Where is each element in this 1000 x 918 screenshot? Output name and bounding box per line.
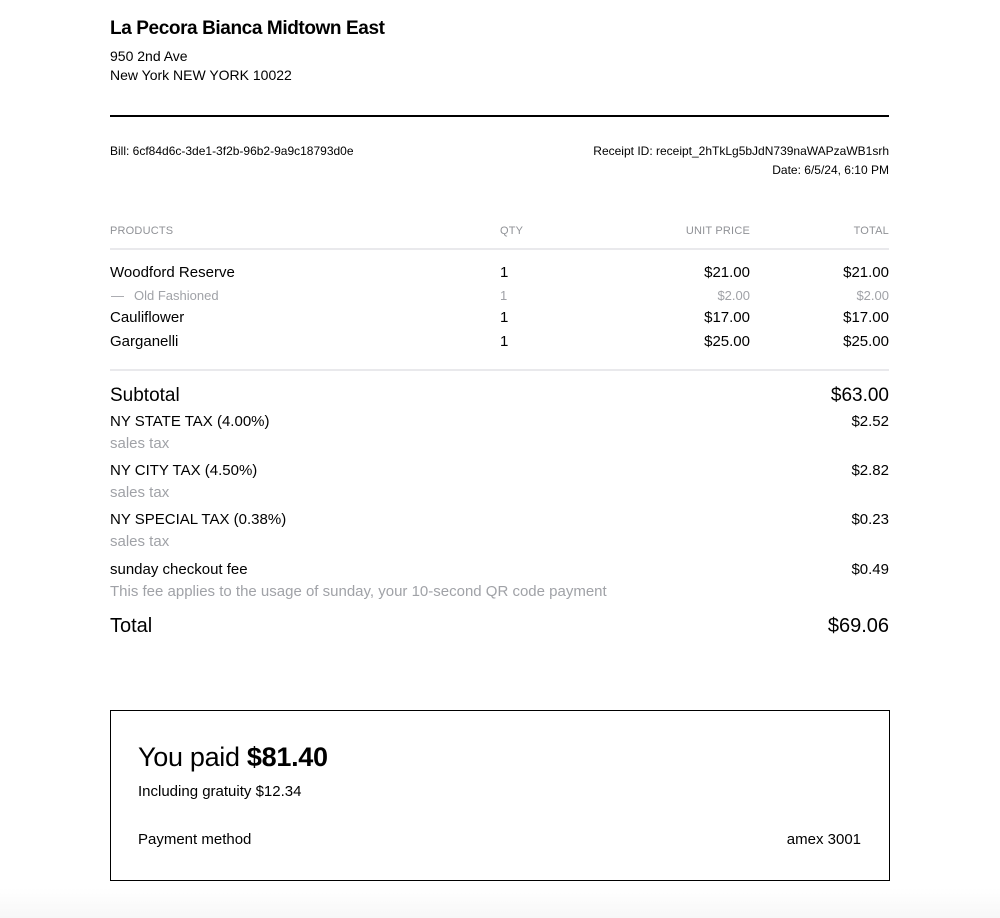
paid-amount-heading [138,742,328,773]
address-line-2: New York NEW YORK 10022 [110,67,292,83]
table-row [0,333,1000,355]
column-header-qty: QTY [500,225,524,237]
item-name: Woodford Reserve [110,264,235,281]
you-paid-label: You paid [138,742,240,772]
tax-label: NY STATE TAX (4.00%) [110,413,270,430]
item-qty: 1 [500,264,509,281]
column-header-total: TOTAL [853,225,889,237]
table-row [0,309,1000,331]
tax-description: sales tax [110,435,170,452]
item-unit-price: $17.00 [704,309,750,326]
item-name: Old Fashioned [134,288,219,303]
payment-summary-box [110,710,890,881]
item-qty: 1 [500,288,508,303]
item-name: Garganelli [110,333,179,350]
tax-value: $2.82 [851,462,889,479]
item-unit-price: $25.00 [704,333,750,350]
item-unit-price: $2.00 [717,288,750,303]
item-qty: 1 [500,333,509,350]
table-header-divider [110,248,889,250]
fee-label: sunday checkout fee [110,561,248,578]
table-row-modifier [0,288,1000,310]
subtotal-label: Subtotal [110,385,180,406]
item-unit-price: $21.00 [704,264,750,281]
item-total: $2.00 [856,288,889,303]
header-divider [110,115,889,117]
tax-description: sales tax [110,484,170,501]
fee-note: This fee applies to the usage of sunday, your 10-second QR code payment [110,583,607,600]
item-total: $25.00 [843,333,889,350]
bill-id: Bill: 6cf84d6c-3de1-3f2b-96b2-9a9c18793d0e [110,144,354,158]
total-value: $69.06 [827,615,889,637]
table-row [0,264,1000,286]
receipt-date: Date: 6/5/24, 6:10 PM [772,163,889,177]
page-bottom-fade [0,888,1000,918]
tax-value: $0.23 [851,511,889,528]
total-label: Total [110,615,153,637]
items-divider [110,369,889,371]
column-header-unit-price: UNIT PRICE [685,225,750,237]
tax-value: $2.52 [851,413,889,430]
receipt-id: Receipt ID: receipt_2hTkLg5bJdN739naWAPzaWB1srh [593,144,889,158]
item-total: $21.00 [843,264,889,281]
modifier-dash: — [111,288,124,303]
paid-amount: $81.40 [246,742,328,772]
tax-label: NY CITY TAX (4.50%) [110,462,258,479]
item-total: $17.00 [843,309,889,326]
gratuity-line: Including gratuity $12.34 [138,783,302,800]
restaurant-name: La Pecora Bianca Midtown East [110,18,385,39]
column-header-products: PRODUCTS [110,225,174,237]
tax-description: sales tax [110,533,170,550]
item-qty: 1 [500,309,509,326]
payment-method-value: amex 3001 [786,831,861,848]
tax-label: NY SPECIAL TAX (0.38%) [110,511,287,528]
payment-method-label: Payment method [138,831,252,848]
fee-value: $0.49 [851,561,889,578]
subtotal-value: $63.00 [830,385,889,406]
item-name: Cauliflower [110,309,185,326]
address-line-1: 950 2nd Ave [110,48,188,64]
